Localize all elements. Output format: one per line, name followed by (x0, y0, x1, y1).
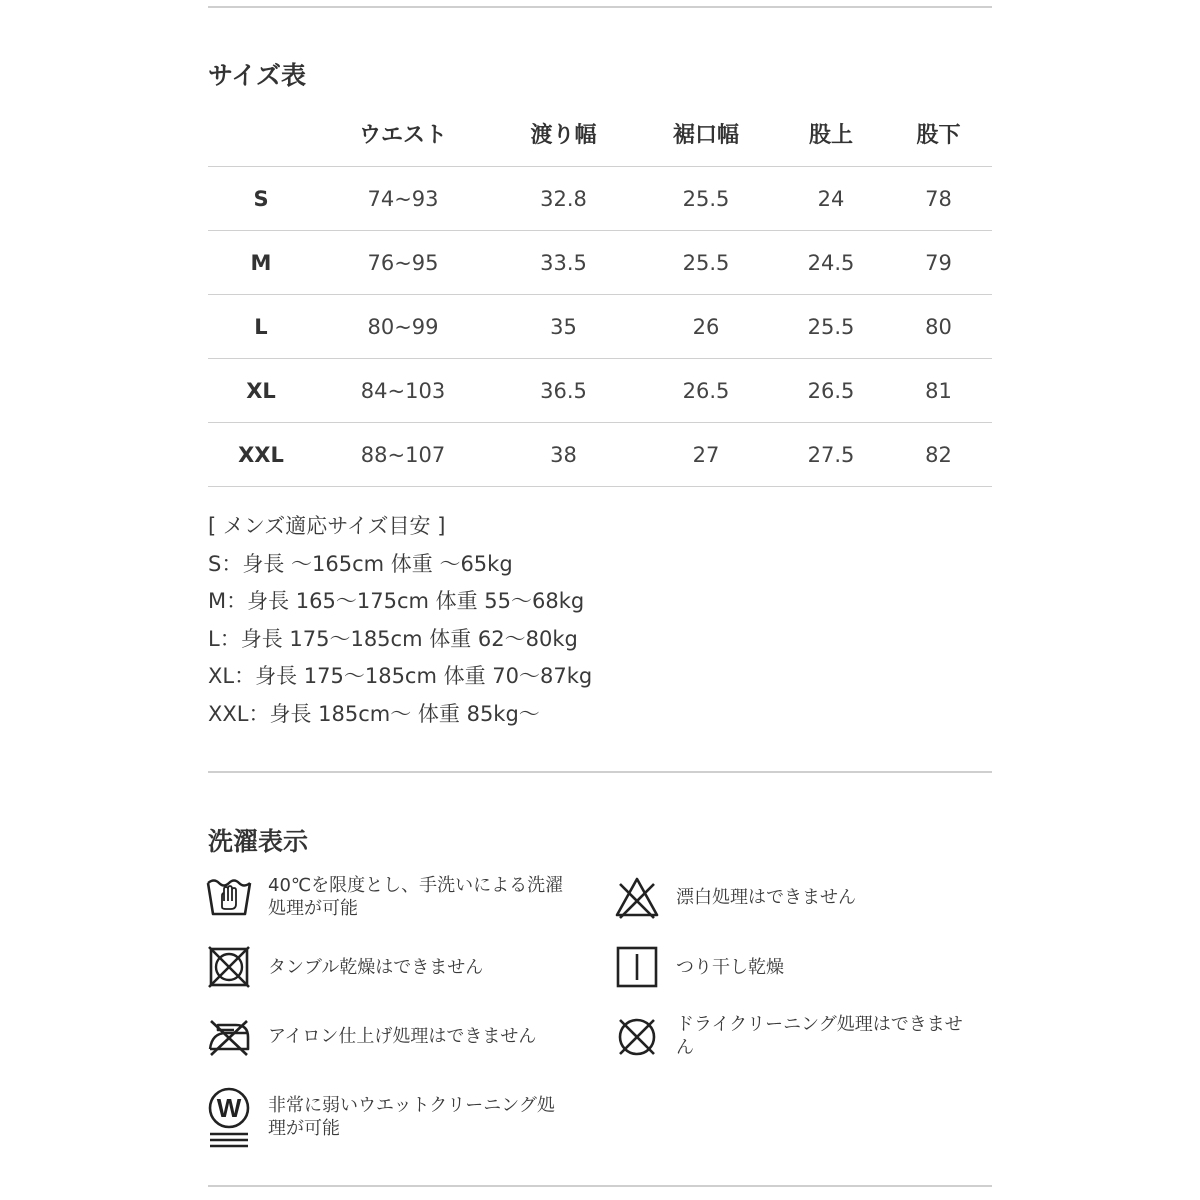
column-header: 股上 (808, 122, 853, 148)
fit-guide-line: L：身長 175～185cm 体重 62～80kg (208, 626, 578, 651)
column-header: ウエスト (358, 122, 447, 148)
bottom-divider (208, 1185, 992, 1187)
table-cell: 74~93 (314, 167, 492, 231)
care-text: タンブル乾燥はできません (268, 956, 484, 978)
no-iron-icon (206, 1013, 252, 1059)
care-item-no-bleach (614, 874, 976, 920)
column-header: 渡り幅 (530, 122, 597, 148)
care-item-gentle-wet-clean (206, 1086, 568, 1148)
table-cell: 33.5 (492, 231, 635, 295)
size-label: S (208, 167, 314, 231)
care-text: 非常に弱いウエットクリーニング処理が可能 (268, 1095, 555, 1139)
table-cell: 79 (885, 231, 992, 295)
no-bleach-icon (614, 874, 660, 920)
care-text: 40℃を限度とし、手洗いによる洗濯処理が可能 (268, 875, 564, 919)
fit-guide-line: XL：身長 175～185cm 体重 70～87kg (208, 664, 593, 689)
table-row (208, 167, 992, 231)
table-cell: 84~103 (314, 359, 492, 423)
no-dry-clean-icon (614, 1013, 660, 1059)
table-cell: 32.8 (492, 167, 635, 231)
table-cell: 26.5 (635, 359, 777, 423)
table-cell: 25.5 (777, 295, 885, 359)
table-cell: 78 (885, 167, 992, 231)
very-gentle-wet-clean-icon (206, 1086, 252, 1148)
size-label: XL (208, 359, 314, 423)
care-item-no-dry-clean (614, 1013, 976, 1059)
care-title: 洗濯表示 (208, 827, 309, 856)
svg-text:W: W (216, 1093, 242, 1123)
care-text: つり干し乾燥 (676, 956, 784, 978)
care-item-hand-wash (206, 874, 568, 920)
table-row (208, 295, 992, 359)
table-cell: 25.5 (635, 167, 777, 231)
table-cell: 26 (635, 295, 777, 359)
size-chart-title: サイズ表 (208, 61, 307, 90)
care-text: アイロン仕上げ処理はできません (268, 1025, 537, 1047)
top-divider (208, 6, 992, 8)
fit-guide-line: XXL：身長 185cm～ 体重 85kg～ (208, 701, 540, 726)
table-cell: 24.5 (777, 231, 885, 295)
fit-guide-line: S：身長 ～165cm 体重 ～65kg (208, 551, 513, 576)
table-cell: 36.5 (492, 359, 635, 423)
care-item-line-dry (614, 944, 976, 990)
column-header (208, 100, 314, 167)
table-cell: 38 (492, 423, 635, 487)
size-label: L (208, 295, 314, 359)
table-cell: 35 (492, 295, 635, 359)
fit-guide (208, 508, 592, 734)
table-cell: 25.5 (635, 231, 777, 295)
care-item-no-iron (206, 1013, 568, 1059)
table-header-row (208, 100, 992, 167)
hand-wash-40-icon (206, 874, 252, 920)
table-cell: 80~99 (314, 295, 492, 359)
table-cell: 27.5 (777, 423, 885, 487)
column-header: 裾口幅 (672, 122, 739, 148)
table-cell: 24 (777, 167, 885, 231)
column-header: 股下 (916, 122, 961, 148)
care-text: 漂白処理はできません (676, 886, 856, 908)
care-text: ドライクリーニング処理はできません (676, 1014, 963, 1058)
table-cell: 82 (885, 423, 992, 487)
line-dry-icon (614, 944, 660, 990)
table-row (208, 359, 992, 423)
size-chart-table (208, 100, 992, 487)
fit-guide-title: [ メンズ適応サイズ目安 ] (208, 514, 446, 538)
table-cell: 80 (885, 295, 992, 359)
table-row (208, 423, 992, 487)
table-row (208, 231, 992, 295)
care-item-no-tumble-dry (206, 944, 568, 990)
table-cell: 27 (635, 423, 777, 487)
table-cell: 26.5 (777, 359, 885, 423)
table-cell: 88~107 (314, 423, 492, 487)
size-label: M (208, 231, 314, 295)
table-cell: 76~95 (314, 231, 492, 295)
size-label: XXL (208, 423, 314, 487)
no-tumble-dry-icon (206, 944, 252, 990)
table-cell: 81 (885, 359, 992, 423)
fit-guide-line: M：身長 165～175cm 体重 55～68kg (208, 589, 585, 614)
section-divider (208, 771, 992, 773)
